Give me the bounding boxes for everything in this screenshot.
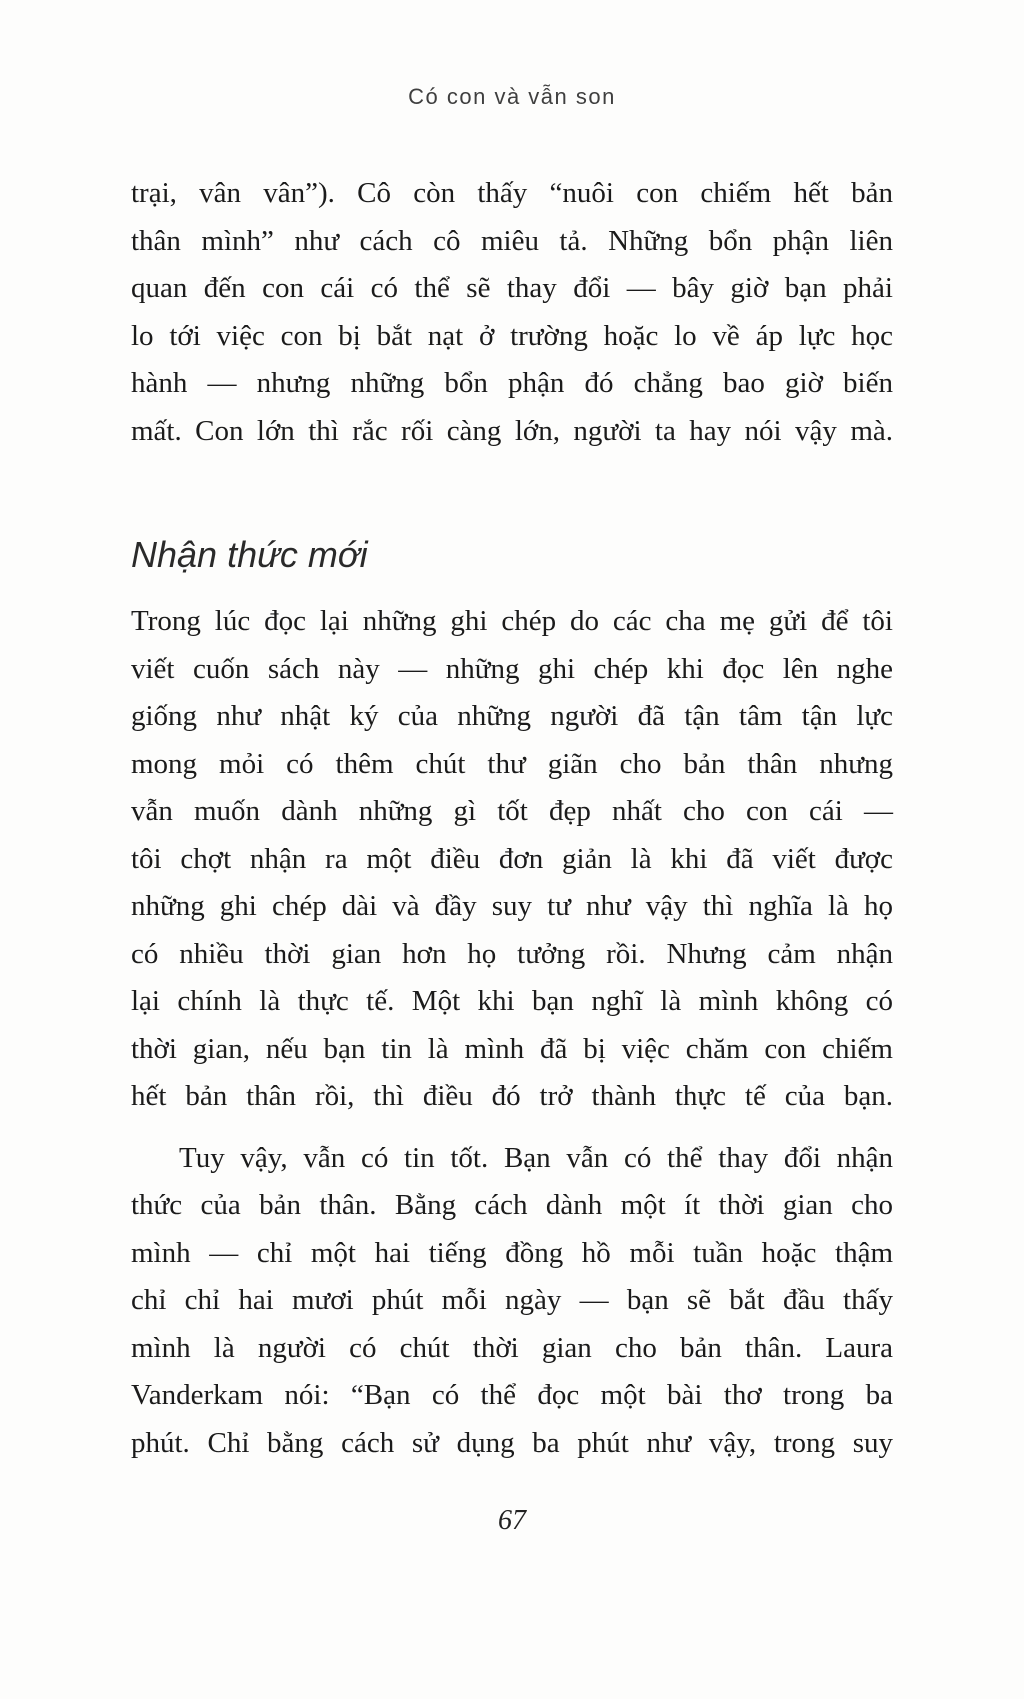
body-text-line: mình là người có chút thời gian cho bản thân. Laura [131, 1331, 893, 1364]
body-text-line: viết cuốn sách này — những ghi chép khi đọc lên nghe [131, 652, 893, 685]
body-text-line: lại chính là thực tế. Một khi bạn nghĩ là mình không có [131, 985, 893, 1017]
body-text-line: những ghi chép dài và đầy suy tư như vậy thì nghĩa là họ [131, 890, 893, 922]
body-text-line: thân mình” như cách cô miêu tả. Những bổn phận liên [131, 224, 893, 257]
body-text-line: Vanderkam nói: “Bạn có thể đọc một bài thơ trong ba [131, 1379, 893, 1411]
body-text-line: giống như nhật ký của những người đã tận tâm tận lực [131, 700, 893, 732]
body-text-line: chỉ chỉ hai mươi phút mỗi ngày — bạn sẽ bắt đầu thấy [131, 1284, 893, 1316]
body-text-line: Tuy vậy, vẫn có tin tốt. Bạn vẫn có thể thay đổi nhận [179, 1141, 893, 1174]
body-text-line: Trong lúc đọc lại những ghi chép do các cha mẹ gửi để tôi [131, 605, 893, 637]
section-heading: Nhận thức mới [131, 534, 368, 575]
body-text-line: tôi chợt nhận ra một điều đơn giản là khi đã viết được [131, 842, 893, 875]
body-text-line: quan đến con cái có thể sẽ thay đổi — bây giờ bạn phải [131, 272, 893, 304]
paragraph-1 [131, 170, 893, 455]
body-text-line: có nhiều thời gian hơn họ tưởng rồi. Nhưng cảm nhận [131, 937, 893, 970]
body-text-line: mất. Con lớn thì rắc rối càng lớn, người ta hay nói vậy mà. [131, 414, 893, 447]
body-text-line: vẫn muốn dành những gì tốt đẹp nhất cho con cái — [131, 795, 893, 827]
running-head: Có con và vẫn son [408, 84, 616, 109]
paragraph-3 [131, 1135, 893, 1468]
body-text-line: trại, vân vân”). Cô còn thấy “nuôi con chiếm hết bản [131, 177, 893, 209]
body-text-line: mình — chỉ một hai tiếng đồng hồ mỗi tuần hoặc thậm [131, 1236, 893, 1269]
body-text-line: hết bản thân rồi, thì điều đó trở thành thực tế của bạn. [131, 1080, 893, 1112]
paragraph-2 [131, 598, 893, 1121]
page-number: 67 [498, 1505, 526, 1536]
body-text-line: phút. Chỉ bằng cách sử dụng ba phút như vậy, trong suy [131, 1426, 893, 1459]
body-text-line: lo tới việc con bị bắt nạt ở trường hoặc lo về áp lực học [131, 319, 893, 352]
book-page [131, 84, 893, 1537]
body-text-line: thời gian, nếu bạn tin là mình đã bị việc chăm con chiếm [131, 1032, 893, 1065]
body-text-line: thức của bản thân. Bằng cách dành một ít thời gian cho [131, 1189, 893, 1221]
body-text-line: hành — nhưng những bổn phận đó chẳng bao giờ biến [131, 367, 893, 399]
body-text-line: mong mỏi có thêm chút thư giãn cho bản thân nhưng [131, 747, 893, 780]
